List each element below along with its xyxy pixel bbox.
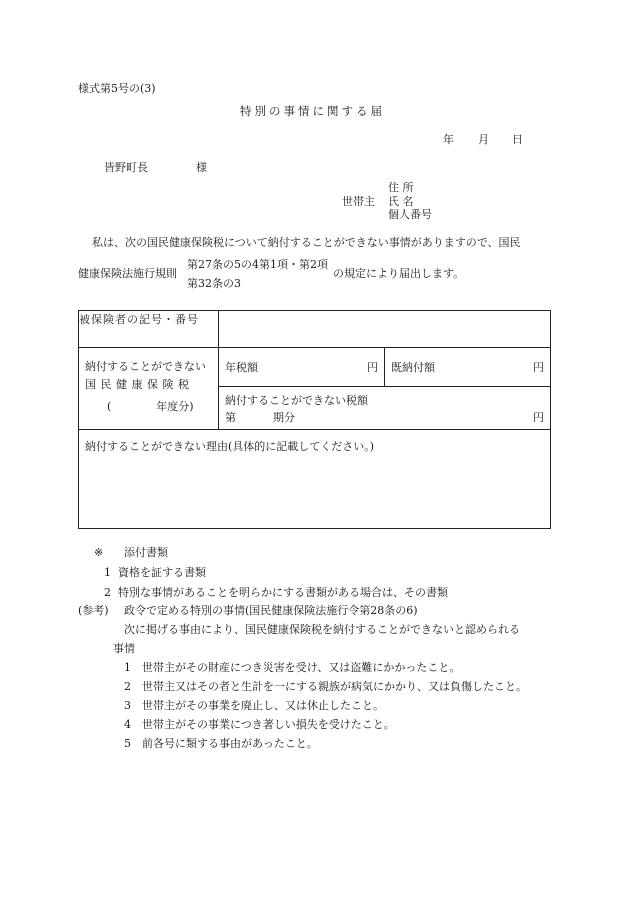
applicant-address-label: 住 所 bbox=[388, 181, 414, 194]
form-number: 様式第5号の(3) bbox=[78, 82, 156, 95]
statement-closing: の規定により届出します。 bbox=[333, 267, 465, 280]
paid-amount-label: 既納付額 bbox=[391, 361, 435, 374]
statement-article-1: 第27条の5の4第1項・第2項 bbox=[187, 258, 328, 271]
tax-label-line2: 国 民 健 康 保 険 税 bbox=[85, 378, 190, 391]
date-year: 年 bbox=[443, 133, 454, 146]
insured-number-field[interactable] bbox=[219, 311, 551, 348]
attachment-item-no: 1 bbox=[104, 566, 111, 579]
statement-line1: 私は、次の国民健康保険税について納付することができない事情がありますので、国民 bbox=[92, 236, 521, 249]
tax-label-line1: 納付することができない bbox=[85, 360, 206, 373]
date-month: 月 bbox=[478, 133, 489, 146]
paid-amount-cell[interactable] bbox=[385, 348, 551, 387]
annual-tax-cell[interactable] bbox=[219, 348, 385, 387]
unpaid-amount-label: 納付することができない税額 bbox=[225, 394, 368, 407]
reference-item-text: 世帯主がその財産につき災害を受け、又は盗難にかかったこと。 bbox=[142, 661, 461, 674]
reference-item-no: 4 bbox=[124, 718, 131, 731]
date-day: 日 bbox=[512, 133, 523, 146]
reference-item-text: 前各号に類する事由があったこと。 bbox=[142, 737, 318, 750]
reference-item-no: 1 bbox=[124, 661, 131, 674]
attachment-item-text: 資格を証する書類 bbox=[118, 566, 206, 579]
note-mark: ※ bbox=[94, 546, 104, 559]
reference-intro-line2: 事情 bbox=[113, 642, 135, 655]
reference-label: (参考) bbox=[78, 604, 109, 617]
reason-label: 納付することができない理由(具体的に記載してください。) bbox=[85, 440, 375, 453]
reference-item-no: 2 bbox=[124, 680, 131, 693]
paid-amount-yen: 円 bbox=[533, 361, 544, 374]
statement-article-2: 第32条の3 bbox=[187, 277, 241, 290]
statement-law-name: 健康保険法施行規則 bbox=[78, 267, 177, 280]
period-suffix: 期分 bbox=[273, 411, 295, 424]
annual-tax-yen: 円 bbox=[367, 361, 378, 374]
period-prefix: 第 bbox=[225, 411, 236, 424]
annual-tax-label: 年税額 bbox=[225, 361, 258, 374]
reference-item-text: 世帯主又はその者と生計を一にする親族が病気にかかり、又は負傷したこと。 bbox=[142, 680, 527, 693]
reference-item-text: 世帯主がその事業につき著しい損失を受けたこと。 bbox=[142, 718, 395, 731]
tax-label-cell bbox=[79, 348, 219, 430]
reference-item-no: 5 bbox=[124, 737, 131, 750]
insured-label: 被保険者の記号・番号 bbox=[79, 313, 199, 326]
unpaid-amount-yen: 円 bbox=[533, 411, 544, 424]
applicant-name-label: 氏 名 bbox=[388, 195, 414, 208]
attachments-heading: 添付書類 bbox=[124, 546, 168, 559]
form-title: 特別の事情に関する届 bbox=[240, 104, 385, 118]
reason-field[interactable] bbox=[79, 430, 551, 529]
unpaid-amount-cell[interactable] bbox=[219, 387, 551, 430]
tax-label-fiscal: 年度分) bbox=[156, 400, 194, 413]
tax-label-paren: ( bbox=[107, 400, 112, 413]
applicant-role: 世帯主 bbox=[342, 195, 375, 208]
attachment-item-no: 2 bbox=[104, 586, 111, 599]
reference-heading: 政令で定める特別の事情(国民健康保険法施行令第28条の6) bbox=[124, 604, 418, 617]
addressee-honorific: 様 bbox=[196, 161, 207, 174]
reference-intro-line1: 次に掲げる事由により、国民健康保険税を納付することができないと認められる bbox=[124, 623, 520, 636]
reference-item-text: 世帯主がその事業を廃止し、又は休止したこと。 bbox=[142, 699, 384, 712]
addressee-name: 皆野町長 bbox=[104, 161, 148, 174]
reference-item-no: 3 bbox=[124, 699, 131, 712]
tax-form-table bbox=[78, 310, 551, 529]
insured-label-cell bbox=[79, 311, 219, 348]
applicant-personal-number-label: 個人番号 bbox=[388, 208, 432, 221]
attachment-item-text: 特別な事情があることを明らかにする書類がある場合は、その書類 bbox=[118, 586, 448, 599]
